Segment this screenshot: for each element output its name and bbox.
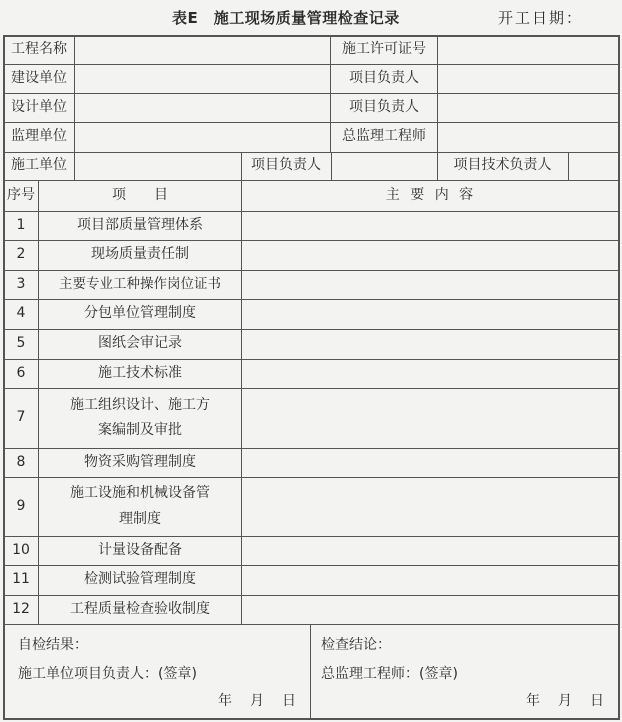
row-item: 物资采购管理制度	[84, 453, 196, 470]
table-border-left	[3, 35, 5, 720]
owner-unit-label: 建设单位	[11, 69, 67, 86]
grid-line	[330, 35, 331, 152]
project-name-label: 工程名称	[11, 41, 67, 58]
row-no: 5	[16, 335, 26, 352]
grid-line	[3, 359, 620, 360]
table-border-top	[3, 35, 620, 37]
row-no: 12	[12, 600, 30, 617]
grid-line	[437, 35, 438, 180]
col-header-no: 序号	[7, 186, 35, 203]
row-no: 9	[16, 497, 26, 514]
grid-line	[3, 152, 620, 153]
technical-leader-label: 项目技术负责人	[453, 157, 552, 174]
start-date-label: 开工日期：	[498, 9, 584, 27]
self-check-result-label: 自检结果：	[18, 637, 88, 653]
row-no: 7	[16, 409, 26, 426]
row-item: 图纸会审记录	[98, 335, 182, 352]
row-item: 施工技术标准	[98, 364, 182, 381]
row-item: 工程质量检查验收制度	[70, 600, 210, 617]
row-no: 10	[12, 541, 30, 558]
grid-line	[38, 180, 39, 624]
grid-line	[3, 93, 620, 94]
form-title	[0, 4, 622, 30]
table-border-right	[618, 35, 620, 720]
grid-line	[3, 64, 620, 65]
row-item: 主要专业工种操作岗位证书	[59, 276, 221, 293]
supervisor-sign-label: 总监理工程师：(签章)	[321, 666, 458, 682]
grid-line	[3, 477, 620, 478]
row-no: 11	[12, 571, 30, 588]
owner-leader-label: 项目负责人	[349, 69, 419, 86]
col-header-content: 主 要 内 容	[385, 186, 477, 203]
grid-line	[331, 152, 332, 180]
grid-line	[3, 565, 620, 566]
inspection-conclusion-label: 检查结论：	[321, 637, 391, 653]
row-item: 计量设备配备	[98, 541, 182, 558]
grid-line	[568, 152, 569, 180]
row-no: 4	[16, 305, 26, 322]
grid-line	[241, 152, 242, 624]
grid-line	[3, 536, 620, 537]
row-item: 项目部质量管理体系	[77, 216, 203, 233]
grid-line	[3, 388, 620, 389]
supervisor-sign-date: 年 月 日	[526, 693, 606, 709]
grid-line	[3, 240, 620, 241]
grid-line	[3, 595, 620, 596]
row-item: 施工组织设计、施工方案编制及审批	[70, 396, 210, 438]
row-no: 3	[16, 275, 26, 292]
grid-line	[3, 211, 620, 212]
supervision-unit-label: 监理单位	[11, 128, 67, 145]
permit-no-label: 施工许可证号	[342, 41, 426, 58]
design-unit-label: 设计单位	[11, 98, 67, 115]
chief-supervisor-label: 总监理工程师	[342, 128, 426, 145]
row-item: 检测试验管理制度	[84, 571, 196, 588]
contractor-sign-date: 年 月 日	[218, 693, 298, 709]
row-no: 8	[16, 453, 26, 470]
grid-line	[3, 624, 620, 625]
row-no: 6	[16, 364, 26, 381]
table-border-bottom	[3, 718, 620, 720]
grid-line	[3, 270, 620, 271]
col-header-item: 项 目	[112, 186, 168, 203]
grid-line	[310, 624, 311, 719]
row-no: 1	[16, 216, 26, 233]
row-no: 2	[16, 246, 26, 263]
construction-leader-label: 项目负责人	[251, 157, 321, 174]
form-title-text: 表E 施工现场质量管理检查记录	[172, 9, 400, 27]
row-item: 分包单位管理制度	[84, 305, 196, 322]
contractor-sign-label: 施工单位项目负责人：(签章)	[18, 666, 197, 682]
grid-line	[3, 299, 620, 300]
grid-line	[3, 329, 620, 330]
grid-line	[3, 122, 620, 123]
row-item: 施工设施和机械设备管理制度	[70, 485, 210, 527]
grid-line	[3, 180, 620, 181]
construction-unit-label: 施工单位	[11, 157, 67, 174]
design-leader-label: 项目负责人	[349, 98, 419, 115]
grid-line	[3, 448, 620, 449]
row-item: 现场质量责任制	[91, 246, 189, 263]
grid-line	[74, 35, 75, 180]
